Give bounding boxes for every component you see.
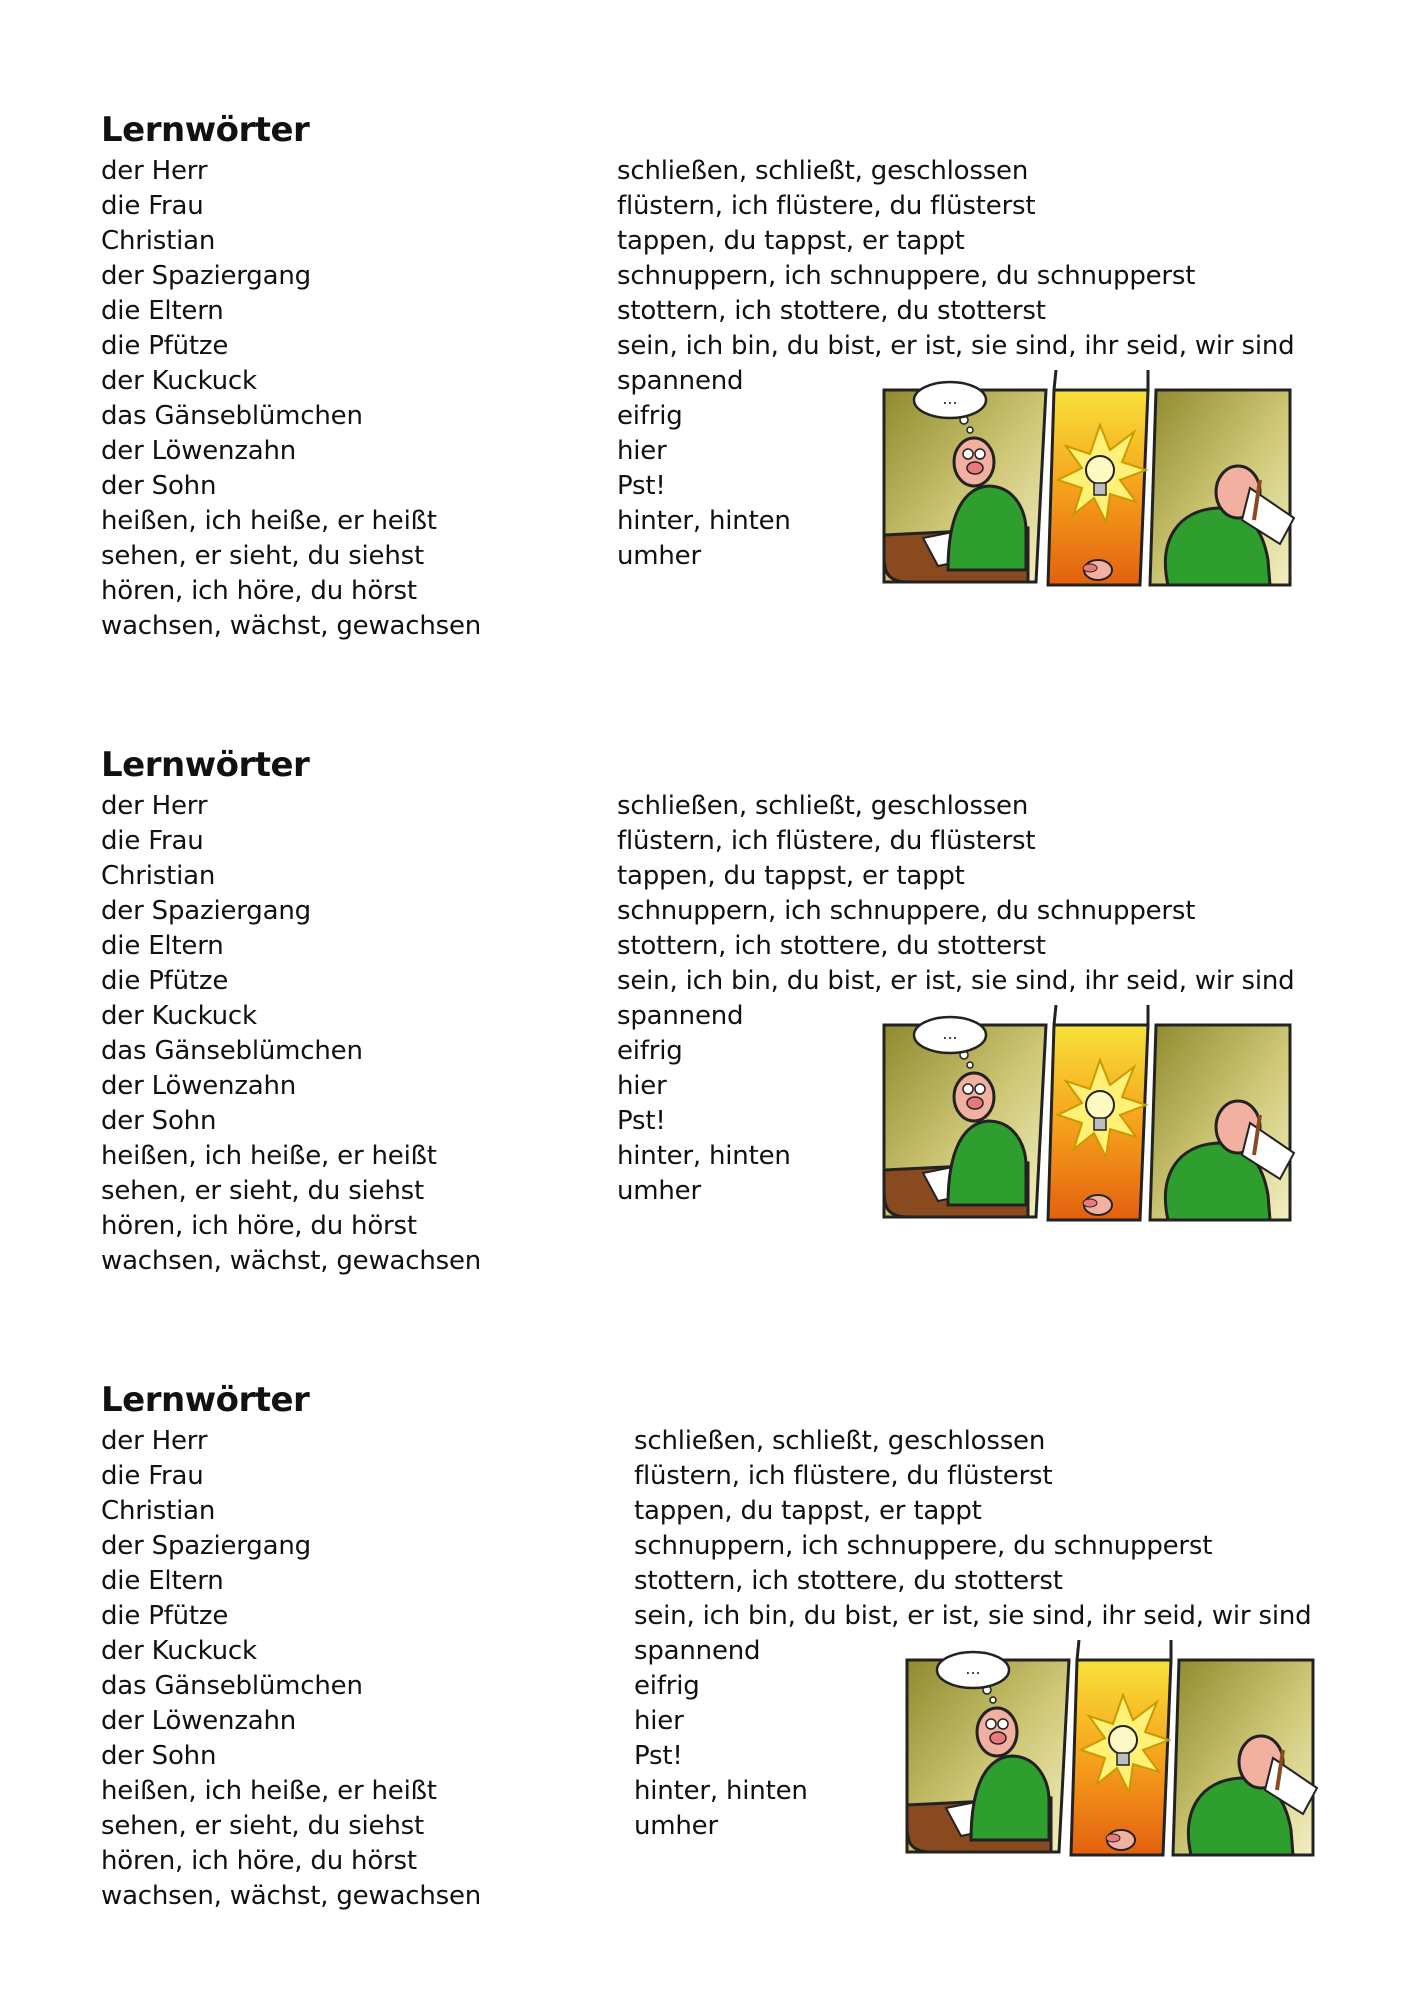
word-item: das Gänseblümchen (101, 1671, 363, 1701)
word-item: der Herr (101, 791, 208, 821)
word-item: hinter, hinten (617, 1141, 791, 1171)
word-item: sein, ich bin, du bist, er ist, sie sind, ihr seid, wir sind (617, 966, 1295, 996)
word-list-left (101, 1424, 481, 1914)
word-item: die Pfütze (101, 331, 229, 361)
word-item: wachsen, wächst, gewachsen (101, 1246, 482, 1276)
word-item: sehen, er sieht, du siehst (101, 1811, 424, 1841)
thinking-idea-writing-comic-icon (878, 370, 1298, 620)
section-title: Lernwörter (101, 110, 310, 150)
word-item: flüstern, ich flüstere, du flüsterst (617, 191, 1036, 221)
word-item: sein, ich bin, du bist, er ist, sie sind, ihr seid, wir sind (634, 1601, 1312, 1631)
word-item: Christian (101, 226, 216, 256)
word-item: der Herr (101, 1426, 208, 1456)
word-item: die Frau (101, 826, 204, 856)
word-item: heißen, ich heiße, er heißt (101, 1141, 437, 1171)
word-item: tappen, du tappst, er tappt (617, 861, 965, 891)
word-item: die Pfütze (101, 1601, 229, 1631)
word-item: der Löwenzahn (101, 1071, 297, 1101)
word-item: der Löwenzahn (101, 436, 297, 466)
word-list-left (101, 154, 481, 644)
word-item: heißen, ich heiße, er heißt (101, 1776, 437, 1806)
word-item: schnuppern, ich schnuppere, du schnupperst (617, 896, 1196, 926)
word-item: Christian (101, 1496, 216, 1526)
word-item: umher (617, 1176, 701, 1206)
word-item: der Herr (101, 156, 208, 186)
word-item: die Eltern (101, 1566, 224, 1596)
word-item: schnuppern, ich schnuppere, du schnupperst (617, 261, 1196, 291)
word-item: die Eltern (101, 931, 224, 961)
word-item: tappen, du tappst, er tappt (617, 226, 965, 256)
word-list-left (101, 789, 481, 1279)
word-item: hinter, hinten (617, 506, 791, 536)
word-item: der Kuckuck (101, 1636, 257, 1666)
thinking-idea-writing-comic-icon (901, 1640, 1321, 1890)
word-item: spannend (634, 1636, 761, 1666)
word-item: die Eltern (101, 296, 224, 326)
section-title: Lernwörter (101, 745, 310, 785)
word-item: tappen, du tappst, er tappt (634, 1496, 982, 1526)
word-item: wachsen, wächst, gewachsen (101, 611, 482, 641)
word-item: eifrig (617, 401, 683, 431)
word-item: hören, ich höre, du hörst (101, 1211, 417, 1241)
comic-panel-idea (1048, 370, 1148, 585)
word-item: umher (617, 541, 701, 571)
thought-bubble-text: ... (942, 389, 958, 408)
word-item: die Frau (101, 191, 204, 221)
word-item: eifrig (634, 1671, 700, 1701)
comic-panel-writing (1173, 1660, 1317, 1855)
word-item: spannend (617, 1001, 744, 1031)
word-item: die Frau (101, 1461, 204, 1491)
word-item: hier (634, 1706, 684, 1736)
comic-panel-thinking (884, 1017, 1046, 1217)
comic-panel-writing (1150, 390, 1294, 585)
word-item: schließen, schließt, geschlossen (617, 791, 1029, 821)
thinking-idea-writing-comic-icon (878, 1005, 1298, 1255)
word-item: hier (617, 1071, 667, 1101)
word-item: stottern, ich stottere, du stotterst (634, 1566, 1063, 1596)
word-item: der Sohn (101, 1106, 217, 1136)
word-item: stottern, ich stottere, du stotterst (617, 296, 1046, 326)
word-item: das Gänseblümchen (101, 401, 363, 431)
word-item: Pst! (634, 1741, 683, 1771)
word-item: wachsen, wächst, gewachsen (101, 1881, 482, 1911)
thought-bubble-text: ... (942, 1024, 958, 1043)
word-item: spannend (617, 366, 744, 396)
word-item: der Kuckuck (101, 366, 257, 396)
word-item: der Spaziergang (101, 896, 311, 926)
word-item: das Gänseblümchen (101, 1036, 363, 1066)
word-item: sehen, er sieht, du siehst (101, 1176, 424, 1206)
word-item: der Sohn (101, 471, 217, 501)
word-item: umher (634, 1811, 718, 1841)
word-item: sein, ich bin, du bist, er ist, sie sind, ihr seid, wir sind (617, 331, 1295, 361)
word-item: Pst! (617, 1106, 666, 1136)
word-item: schließen, schließt, geschlossen (617, 156, 1029, 186)
word-item: der Sohn (101, 1741, 217, 1771)
word-item: schließen, schließt, geschlossen (634, 1426, 1046, 1456)
word-item: Pst! (617, 471, 666, 501)
word-item: hören, ich höre, du hörst (101, 1846, 417, 1876)
word-item: der Spaziergang (101, 1531, 311, 1561)
word-item: sehen, er sieht, du siehst (101, 541, 424, 571)
word-item: flüstern, ich flüstere, du flüsterst (634, 1461, 1053, 1491)
comic-panel-thinking (884, 382, 1046, 582)
comic-panel-idea (1071, 1640, 1171, 1855)
comic-panel-writing (1150, 1025, 1294, 1220)
word-item: flüstern, ich flüstere, du flüsterst (617, 826, 1036, 856)
word-item: heißen, ich heiße, er heißt (101, 506, 437, 536)
word-item: stottern, ich stottere, du stotterst (617, 931, 1046, 961)
word-item: hinter, hinten (634, 1776, 808, 1806)
comic-panel-idea (1048, 1005, 1148, 1220)
word-item: der Löwenzahn (101, 1706, 297, 1736)
word-item: der Spaziergang (101, 261, 311, 291)
comic-panel-thinking (907, 1652, 1069, 1852)
word-item: Christian (101, 861, 216, 891)
word-item: die Pfütze (101, 966, 229, 996)
word-item: hören, ich höre, du hörst (101, 576, 417, 606)
word-item: hier (617, 436, 667, 466)
thought-bubble-text: ... (965, 1659, 981, 1678)
word-item: schnuppern, ich schnuppere, du schnupperst (634, 1531, 1213, 1561)
word-item: eifrig (617, 1036, 683, 1066)
section-title: Lernwörter (101, 1380, 310, 1420)
word-item: der Kuckuck (101, 1001, 257, 1031)
